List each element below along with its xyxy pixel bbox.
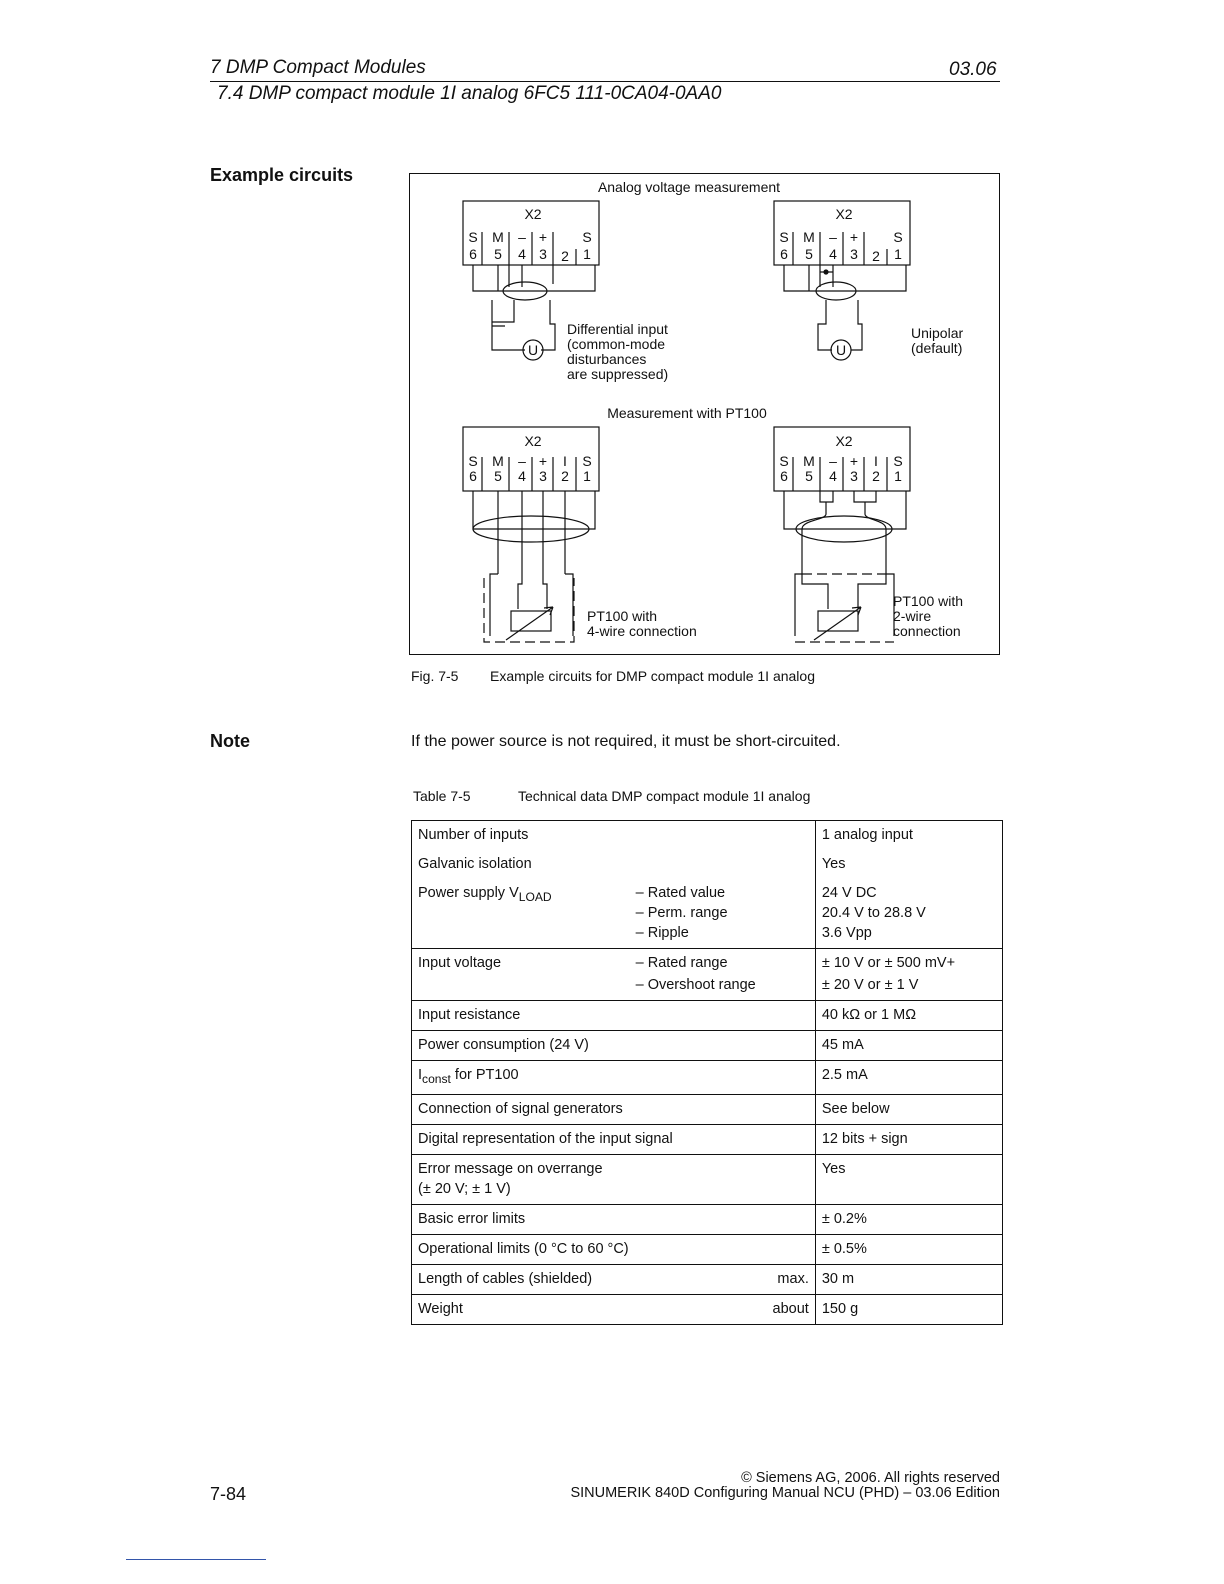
svg-text:3: 3 (539, 468, 547, 484)
circuit-diagram (410, 174, 999, 654)
svg-text:+: + (538, 229, 548, 245)
svg-text:X2: X2 (524, 206, 542, 222)
svg-text:6: 6 (780, 468, 788, 484)
x2-block-pt100-2wire (774, 427, 910, 642)
x2-block-unipolar (774, 201, 910, 360)
table-caption-number: Table 7-5 (413, 788, 471, 804)
example-circuits-heading: Example circuits (210, 165, 354, 185)
svg-text:2: 2 (561, 468, 569, 484)
table-row: Number of inputs 1 analog input (412, 821, 1003, 851)
svg-text:(common-mode: (common-mode (567, 336, 666, 352)
svg-text:1: 1 (583, 246, 591, 262)
svg-text:2: 2 (561, 248, 569, 264)
unipolar-label (911, 325, 963, 356)
table-row: Connection of signal generators See below (412, 1094, 1003, 1124)
svg-text:3: 3 (539, 246, 547, 262)
svg-text:I: I (874, 453, 878, 469)
svg-text:6: 6 (780, 246, 788, 262)
table-row: Error message on overrange (± 20 V; ± 1 V) Yes (412, 1154, 1003, 1204)
svg-text:4: 4 (518, 246, 526, 262)
svg-text:4: 4 (829, 468, 837, 484)
svg-text:6: 6 (469, 468, 477, 484)
svg-text:–: – (518, 453, 526, 469)
svg-text:4: 4 (518, 468, 526, 484)
svg-text:5: 5 (805, 246, 813, 262)
svg-text:5: 5 (494, 468, 502, 484)
svg-text:PT100 with: PT100 with (587, 608, 658, 624)
chapter-title: 7 DMP Compact Modules (210, 57, 426, 78)
svg-text:–: – (829, 229, 837, 245)
svg-text:S: S (582, 229, 592, 245)
table-row: Digital representation of the input signal 12 bits + sign (412, 1124, 1003, 1154)
technical-data-table (411, 820, 1003, 1325)
svg-text:I: I (563, 453, 567, 469)
note-text: If the power source is not required, it must be short-circuited. (411, 733, 841, 750)
figure-frame (409, 173, 1000, 655)
svg-text:1: 1 (583, 468, 591, 484)
table-row: Weight about 150 g (412, 1294, 1003, 1324)
svg-text:U: U (527, 342, 539, 358)
svg-text:3: 3 (850, 246, 858, 262)
svg-text:M: M (803, 229, 815, 245)
table-row: Length of cables (shielded) max. 30 m (412, 1264, 1003, 1294)
svg-text:disturbances: disturbances (567, 351, 647, 367)
note-heading: Note (210, 731, 250, 751)
table-row: $I_{const}$ for PT100 2.5 mA (412, 1061, 1003, 1095)
figure-caption-number: Fig. 7-5 (411, 668, 459, 684)
svg-text:–: – (518, 229, 526, 245)
svg-text:S: S (779, 229, 789, 245)
svg-text:6: 6 (469, 246, 477, 262)
figure-caption-text: Example circuits for DMP compact module 1I analog (490, 668, 815, 684)
svg-text:M: M (492, 229, 504, 245)
footnote-line (126, 1559, 266, 1560)
svg-text:2-wire: 2-wire (893, 608, 932, 624)
analog-measurement-title: Analog voltage measurement (597, 179, 781, 195)
page-number: 7-84 (210, 1484, 247, 1504)
svg-text:1: 1 (894, 246, 902, 262)
svg-text:2: 2 (872, 248, 880, 264)
svg-text:(default): (default) (911, 340, 963, 356)
svg-text:Differential input: Differential input (567, 321, 668, 337)
manual-title: SINUMERIK 840D Configuring Manual NCU (PHD) – 03.06 Edition (570, 1485, 1000, 1501)
svg-text:S: S (468, 229, 478, 245)
pt100-2wire-label (893, 593, 963, 639)
svg-text:PT100 with: PT100 with (893, 593, 964, 609)
x2-block-pt100-4wire (463, 427, 599, 642)
svg-text:X2: X2 (524, 433, 542, 449)
svg-text:5: 5 (805, 468, 813, 484)
svg-text:3: 3 (850, 468, 858, 484)
svg-text:+: + (538, 453, 548, 469)
svg-text:X2: X2 (835, 206, 853, 222)
table-row: Operational limits (0 °C to 60 °C) ± 0.5% (412, 1234, 1003, 1264)
svg-text:U: U (835, 342, 847, 358)
table-row: Basic error limits ± 0.2% (412, 1204, 1003, 1234)
svg-text:connection: connection (893, 623, 961, 639)
svg-text:S: S (893, 229, 903, 245)
svg-text:4: 4 (829, 246, 837, 262)
svg-text:S: S (468, 453, 478, 469)
copyright: © Siemens AG, 2006. All rights reserved (741, 1470, 1000, 1486)
pt100-4wire-label (587, 608, 697, 639)
svg-text:–: – (829, 453, 837, 469)
svg-text:Unipolar: Unipolar (911, 325, 964, 341)
table-caption-text: Technical data DMP compact module 1I analog (518, 788, 811, 804)
edition-label: 03.06 (949, 59, 997, 80)
svg-text:+: + (849, 229, 859, 245)
svg-text:2: 2 (872, 468, 880, 484)
header-rule (210, 81, 1000, 82)
table-row: Input resistance 40 kΩ or 1 MΩ (412, 1001, 1003, 1031)
svg-text:S: S (779, 453, 789, 469)
svg-text:S: S (582, 453, 592, 469)
svg-text:S: S (893, 453, 903, 469)
svg-text:M: M (492, 453, 504, 469)
svg-text:X2: X2 (835, 433, 853, 449)
svg-text:5: 5 (494, 246, 502, 262)
svg-text:4-wire connection: 4-wire connection (587, 623, 697, 639)
table-row: Input voltage – Rated range – Overshoot range ± 10 V or ± 500 mV+ ± 20 V or ± 1 V (412, 949, 1003, 1001)
svg-text:1: 1 (894, 468, 902, 484)
svg-text:M: M (803, 453, 815, 469)
svg-text:are suppressed): are suppressed) (567, 366, 669, 382)
pt100-measurement-title: Measurement with PT100 (607, 405, 767, 421)
svg-text:+: + (849, 453, 859, 469)
differential-label (567, 321, 668, 382)
section-title: 7.4 DMP compact module 1I analog 6FC5 111-0CA04-0AA0 (217, 83, 722, 104)
table-row: Galvanic isolation Yes (412, 850, 1003, 879)
table-row: Power supply $V_{LOAD}$ – Rated value – Perm. range – Ripple 24 V DC 20.4 V to 28.8 V 3.6 Vpp (412, 879, 1003, 949)
table-row: Power consumption (24 V) 45 mA (412, 1031, 1003, 1061)
